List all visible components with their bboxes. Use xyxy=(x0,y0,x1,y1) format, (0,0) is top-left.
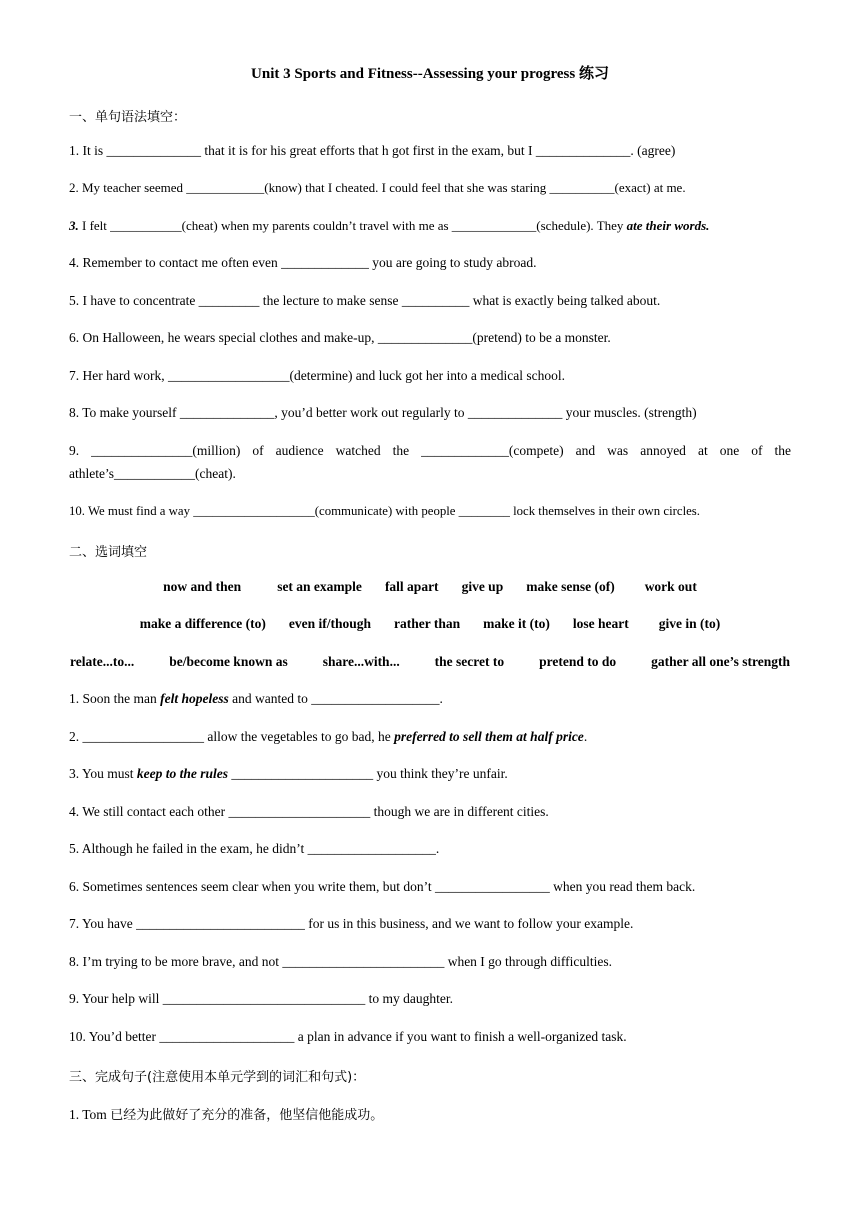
s1-item-3-emphasis: ate their words. xyxy=(626,218,710,233)
s2-item-1-text-a: 1. Soon the man xyxy=(69,691,161,706)
s2-item-5: 5. Although he failed in the exam, he didn’t ___________________. xyxy=(69,841,440,856)
word-bank-row-2 xyxy=(69,616,791,632)
s2-item-7: 7. You have _________________________ for us in this business, and we want to follow your example. xyxy=(69,916,634,931)
s1-item-3-text: I felt ___________(cheat) when my parents couldn’t travel with me as _____________(schedule). They xyxy=(78,218,627,233)
s3-item-1 xyxy=(69,1104,383,1123)
s1-item-9-line-2: athlete’s____________(cheat). xyxy=(69,466,236,481)
s1-item-1: 1. It is ______________ that it is for his great efforts that h got first in the exam, but I ______________. (agree) xyxy=(69,143,676,158)
s2-item-2-text-b: . xyxy=(583,729,588,744)
word-bank-item: now and then xyxy=(163,579,242,594)
word-bank-item: give up xyxy=(461,579,504,594)
word-bank-item: make a difference (to) xyxy=(139,616,266,631)
s3-item-1-number: 1. Tom xyxy=(69,1107,111,1122)
word-bank-item: lose heart xyxy=(572,616,629,631)
word-bank-item: fall apart xyxy=(384,579,439,594)
s2-item-8: 8. I’m trying to be more brave, and not ________________________ when I go through difficulties. xyxy=(69,954,613,969)
s1-item-5: 5. I have to concentrate _________ the lecture to make sense __________ what is exactly being talked about. xyxy=(69,293,661,308)
s2-item-3-text-a: 3. You must xyxy=(69,766,137,781)
word-bank-item: gather all one’s strength xyxy=(651,654,790,669)
s1-item-6: 6. On Halloween, he wears special clothes and make-up, ______________(pretend) to be a monster. xyxy=(69,330,611,345)
s1-item-8: 8. To make yourself ______________, you’d better work out regularly to ______________ your muscles. (strength) xyxy=(69,405,697,420)
s1-item-10: 10. We must find a way ___________________(communicate) with people ________ lock themselves in their own circles. xyxy=(69,504,700,518)
word-bank-item: share...with... xyxy=(322,654,400,669)
s2-item-1-text-b: and wanted to ___________________. xyxy=(228,691,443,706)
word-bank-item: be/become known as xyxy=(169,654,288,669)
word-bank-item: pretend to do xyxy=(539,654,617,669)
s1-item-9-line-1: 9. _______________(million) of audience watched the _____________(compete) and was annoyed at one of the xyxy=(69,443,791,458)
s2-item-3-text-b: _____________________ you think they’re unfair. xyxy=(228,766,508,781)
s2-item-6: 6. Sometimes sentences seem clear when you write them, but don’t _________________ when you read them back. xyxy=(69,879,696,894)
s1-item-7: 7. Her hard work, __________________(determine) and luck got her into a medical school. xyxy=(69,368,565,383)
s3-item-1-text: 已经为此做好了充分的准备，他坚信他能成功。 xyxy=(110,1108,384,1123)
s1-item-3 xyxy=(69,218,709,234)
s2-item-1 xyxy=(69,691,443,707)
section-3-heading: 三、完成句子(注意使用本单元学到的词汇和句式)： xyxy=(69,1070,366,1085)
s2-item-3 xyxy=(69,766,508,782)
s2-item-10: 10. You’d better ____________________ a plan in advance if you want to finish a well-organized task. xyxy=(69,1029,627,1044)
section-2-heading: 二、选词填空 xyxy=(69,545,148,560)
word-bank-item: rather than xyxy=(394,616,461,631)
word-bank-item: work out xyxy=(644,579,697,594)
word-bank-row-3 xyxy=(70,654,790,670)
s1-item-4: 4. Remember to contact me often even _____________ you are going to study abroad. xyxy=(69,255,537,270)
s2-item-9: 9. Your help will ______________________________ to my daughter. xyxy=(69,991,453,1006)
word-bank-item: make it (to) xyxy=(483,616,550,631)
s2-item-2-text-a: 2. __________________ allow the vegetables to go bad, he xyxy=(69,729,395,744)
s1-item-3-number: 3. xyxy=(69,218,79,233)
word-bank-item: make sense (of) xyxy=(526,579,615,594)
section-1-heading: 一、单句语法填空： xyxy=(69,110,187,125)
s2-item-4: 4. We still contact each other _____________________ though we are in different cities. xyxy=(69,804,549,819)
word-bank-item: set an example xyxy=(277,579,362,594)
s2-item-3-emphasis: keep to the rules xyxy=(136,766,229,781)
s2-item-2 xyxy=(69,729,587,745)
s1-item-2: 2. My teacher seemed ____________(know) that I cheated. I could feel that she was staring __________(exact) at me. xyxy=(69,180,686,195)
word-bank-item: give in (to) xyxy=(658,616,721,631)
s2-item-1-emphasis: felt hopeless xyxy=(160,691,229,706)
word-bank-item: the secret to xyxy=(434,654,505,669)
word-bank-item: even if/though xyxy=(288,616,371,631)
page-title: Unit 3 Sports and Fitness--Assessing your progress 练习 xyxy=(251,66,609,82)
word-bank-row-1 xyxy=(69,579,791,595)
word-bank-item: relate...to... xyxy=(70,654,135,669)
s2-item-2-emphasis: preferred to sell them at half price xyxy=(394,729,584,744)
